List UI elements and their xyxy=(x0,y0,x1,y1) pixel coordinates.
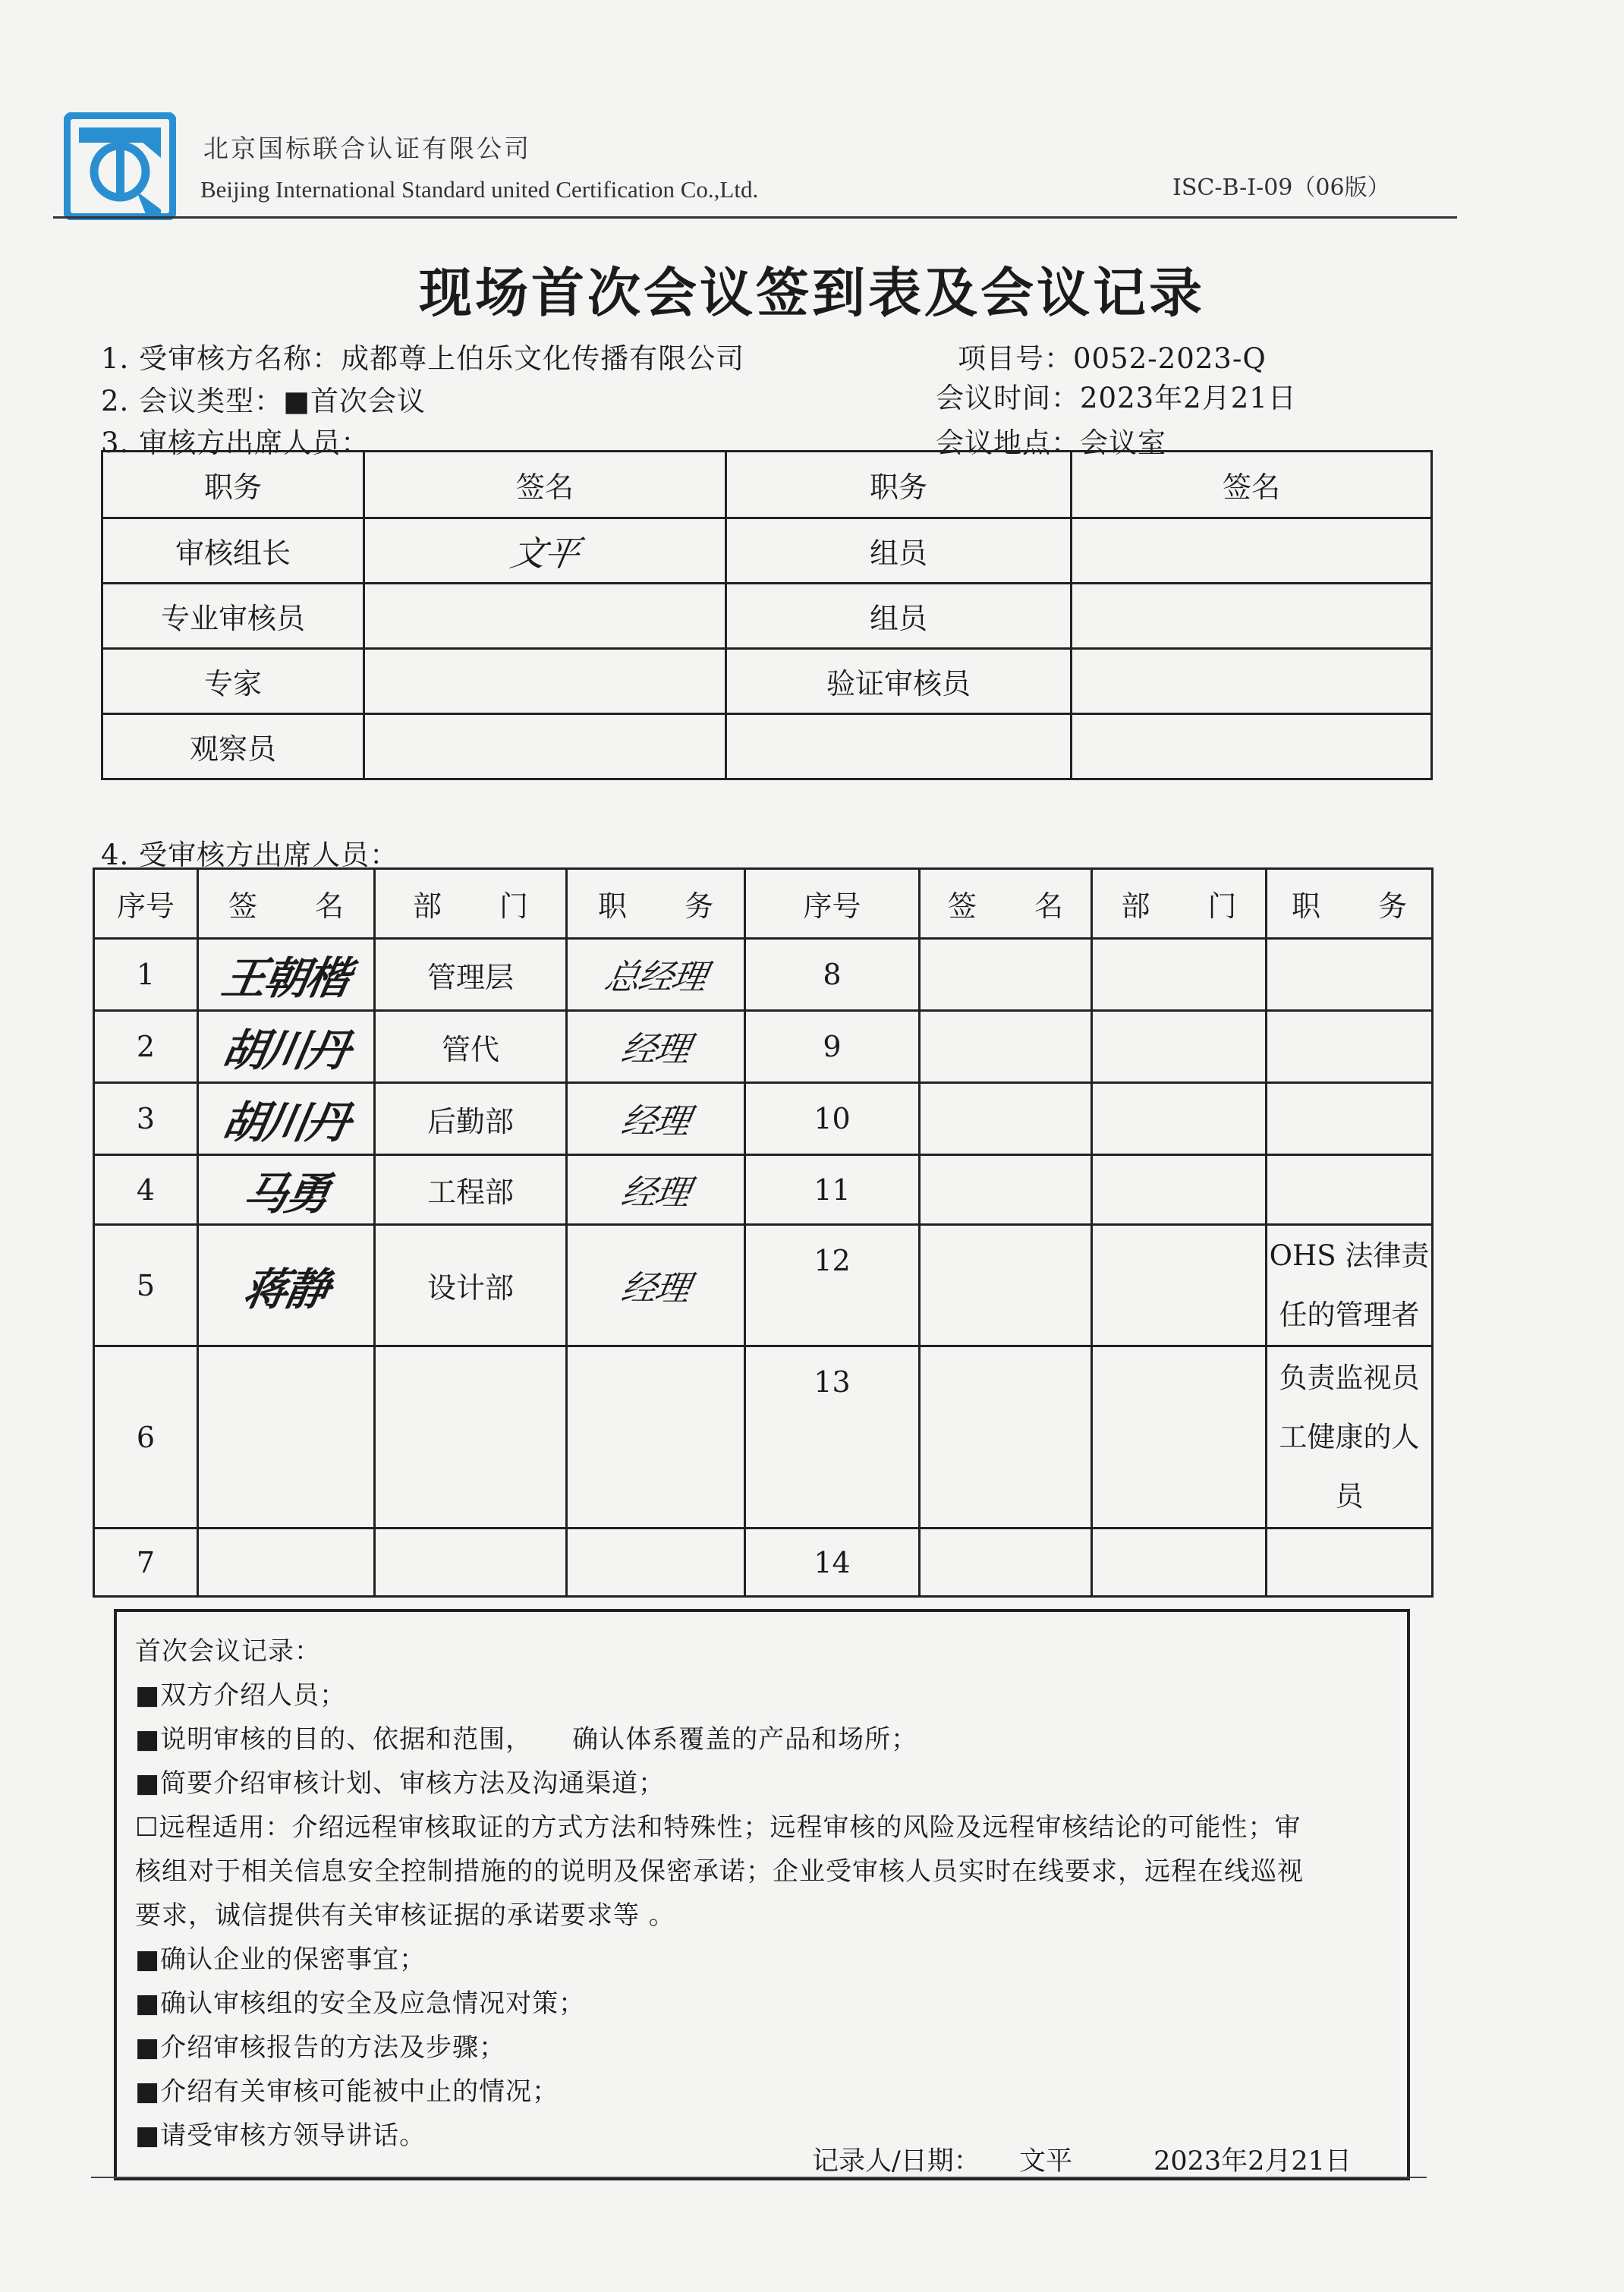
header-cell: 签名 xyxy=(364,452,726,518)
table-row xyxy=(102,584,1432,649)
role-cell xyxy=(726,714,1072,779)
project-value: 0052-2023-Q xyxy=(1073,342,1267,375)
signature-cell xyxy=(364,518,726,584)
duty-cell xyxy=(567,1225,745,1346)
signature-cell xyxy=(198,1529,375,1597)
table-row xyxy=(102,649,1432,714)
signature-cell xyxy=(364,649,726,714)
row-number: 5 xyxy=(94,1225,198,1346)
meeting-time-line xyxy=(936,375,1297,416)
notes-line: ■确认审核组的安全及应急情况对策； xyxy=(135,1988,586,2019)
handwritten-duty: 经理 xyxy=(618,1171,693,1213)
signature-cell xyxy=(364,714,726,779)
table-row xyxy=(94,1346,1433,1529)
row-number: 8 xyxy=(745,939,920,1011)
role-cell: 组员 xyxy=(726,584,1072,649)
notes-line: ■介绍有关审核可能被中止的情况； xyxy=(135,2076,559,2107)
signature-cell xyxy=(920,1011,1092,1083)
auditee-attendance-table xyxy=(93,867,1434,1598)
signature-cell xyxy=(920,1225,1092,1346)
notes-line: ■请受审核方领导讲话。 xyxy=(135,2120,426,2151)
role-cell: 专业审核员 xyxy=(102,584,364,649)
table-row xyxy=(94,1225,1433,1346)
notes-line: ■确认企业的保密事宜； xyxy=(135,1944,426,1975)
row-number: 1 xyxy=(94,939,198,1011)
row-number: 2 xyxy=(94,1011,198,1083)
handwritten-signature: 马勇 xyxy=(239,1167,332,1220)
header-divider xyxy=(53,216,1457,219)
role-cell: 组员 xyxy=(726,518,1072,584)
duty-cell xyxy=(567,1346,745,1529)
department-cell xyxy=(1092,1529,1267,1597)
table-row xyxy=(102,714,1432,779)
signature-cell xyxy=(920,1346,1092,1529)
meeting-place-label: 会议地点： xyxy=(936,427,1080,459)
duty-cell xyxy=(1267,1083,1433,1155)
recorder-line xyxy=(812,2140,1352,2178)
header-cell: 部 门 xyxy=(1092,869,1267,939)
auditor-attendance-table xyxy=(101,450,1433,780)
signature-cell xyxy=(198,1346,375,1529)
department-cell: 设计部 xyxy=(375,1225,567,1346)
recorder-label: 记录人/日期： xyxy=(812,2146,980,2177)
meeting-type-line xyxy=(101,378,426,419)
meeting-time-label: 会议时间： xyxy=(936,382,1080,414)
company-name-en: Beijing International Standard united Certification Co.,Ltd. xyxy=(200,176,759,203)
meeting-time-value: 2023年2月21日 xyxy=(1080,382,1297,414)
notes-line: ■双方介绍人员； xyxy=(135,1680,347,1711)
department-cell xyxy=(1092,1155,1267,1225)
header-cell: 职务 xyxy=(102,452,364,518)
table-row xyxy=(94,939,1433,1011)
signature-cell xyxy=(920,1083,1092,1155)
table-row xyxy=(102,518,1432,584)
auditee-table-header xyxy=(94,869,1433,939)
header-cell: 部 门 xyxy=(375,869,567,939)
project-label: 项目号： xyxy=(958,342,1073,375)
department-cell: 管代 xyxy=(375,1011,567,1083)
row-number: 7 xyxy=(94,1529,198,1597)
duty-cell xyxy=(567,1529,745,1597)
department-cell: 后勤部 xyxy=(375,1083,567,1155)
notes-title: 首次会议记录： xyxy=(135,1636,321,1667)
department-cell xyxy=(1092,1346,1267,1529)
auditee-attendees-label: 4. 受审核方出席人员： xyxy=(101,839,399,871)
auditee-label: 1. 受审核方名称： xyxy=(101,342,341,375)
handwritten-duty: 经理 xyxy=(618,1100,693,1141)
notes-line: ☐远程适用：介绍远程审核取证的方式方法和特殊性；远程审核的风险及远程审核结论的可能性；审 xyxy=(135,1812,1301,1843)
recorder-name: 文平 xyxy=(1018,2146,1072,2177)
notes-line: ■简要介绍审核计划、审核方法及沟通渠道； xyxy=(135,1768,666,1799)
meeting-place-value: 会议室 xyxy=(1080,427,1166,459)
signature-cell xyxy=(920,1529,1092,1597)
header-cell: 序号 xyxy=(745,869,920,939)
duty-cell xyxy=(567,939,745,1011)
footer-divider xyxy=(91,2177,1427,2178)
row-number: 9 xyxy=(745,1011,920,1083)
duty-cell: 负责监视员工健康的人员 xyxy=(1267,1346,1433,1529)
department-cell xyxy=(1092,1083,1267,1155)
signature-cell xyxy=(1072,714,1432,779)
duty-cell xyxy=(567,1155,745,1225)
signature-cell xyxy=(920,939,1092,1011)
header-cell: 职 务 xyxy=(1267,869,1433,939)
meeting-type-label: 2. 会议类型： xyxy=(101,385,284,417)
document-title: 现场首次会议签到表及会议记录 xyxy=(419,262,1205,324)
header-cell: 签 名 xyxy=(198,869,375,939)
role-cell: 观察员 xyxy=(102,714,364,779)
duty-cell xyxy=(567,1083,745,1155)
role-cell: 验证审核员 xyxy=(726,649,1072,714)
row-number: 11 xyxy=(745,1155,920,1225)
form-number: ISC-B-I-09（06版） xyxy=(1172,175,1390,201)
signature-cell xyxy=(1072,518,1432,584)
handwritten-duty: 总经理 xyxy=(601,956,710,997)
department-cell: 管理层 xyxy=(375,939,567,1011)
company-logo-icon xyxy=(64,112,176,220)
department-cell xyxy=(375,1529,567,1597)
row-number: 14 xyxy=(745,1529,920,1597)
company-name-cn: 北京国标联合认证有限公司 xyxy=(203,134,531,163)
table-row xyxy=(94,1083,1433,1155)
department-cell: 工程部 xyxy=(375,1155,567,1225)
notes-line: 要求，诚信提供有关审核证据的承诺要求等 。 xyxy=(135,1900,675,1931)
handwritten-signature: 王朝楷 xyxy=(218,952,353,1004)
signature-cell xyxy=(364,584,726,649)
auditor-attendees-label: 3. 审核方出席人员： xyxy=(101,427,370,459)
department-cell xyxy=(1092,1011,1267,1083)
signature-cell xyxy=(920,1155,1092,1225)
row-number: 12 xyxy=(745,1225,920,1346)
role-cell: 专家 xyxy=(102,649,364,714)
duty-cell xyxy=(1267,1155,1433,1225)
header-cell: 职务 xyxy=(726,452,1072,518)
role-cell: 审核组长 xyxy=(102,518,364,584)
handwritten-signature: 文平 xyxy=(507,532,582,574)
signature-cell xyxy=(1072,584,1432,649)
handwritten-signature: 胡川丹 xyxy=(218,1097,353,1148)
row-number: 3 xyxy=(94,1083,198,1155)
signature-cell xyxy=(198,1011,375,1083)
header-cell: 职 务 xyxy=(567,869,745,939)
department-cell xyxy=(1092,1225,1267,1346)
signature-cell xyxy=(198,939,375,1011)
row-number: 6 xyxy=(94,1346,198,1529)
notes-line: ■说明审核的目的、依据和范围， 确认体系覆盖的产品和场所； xyxy=(135,1724,918,1755)
notes-line: ■介绍审核报告的方法及步骤； xyxy=(135,2032,506,2063)
auditor-table-header xyxy=(102,452,1432,518)
recorder-date: 2023年2月21日 xyxy=(1153,2146,1352,2177)
handwritten-signature: 蒋静 xyxy=(239,1263,332,1315)
header-cell: 签名 xyxy=(1072,452,1432,518)
signature-cell xyxy=(198,1083,375,1155)
handwritten-signature: 胡川丹 xyxy=(218,1025,353,1076)
row-number: 13 xyxy=(745,1346,920,1529)
project-line xyxy=(958,335,1267,376)
table-row xyxy=(94,1155,1433,1225)
header-cell: 序号 xyxy=(94,869,198,939)
signature-cell xyxy=(1072,649,1432,714)
table-row xyxy=(94,1011,1433,1083)
meeting-notes-box xyxy=(114,1609,1410,2180)
handwritten-duty: 经理 xyxy=(618,1028,693,1069)
auditee-value: 成都尊上伯乐文化传播有限公司 xyxy=(341,342,745,375)
department-cell xyxy=(375,1346,567,1529)
duty-cell xyxy=(1267,1011,1433,1083)
signature-cell xyxy=(198,1225,375,1346)
row-number: 10 xyxy=(745,1083,920,1155)
signature-cell xyxy=(198,1155,375,1225)
handwritten-duty: 经理 xyxy=(618,1267,693,1308)
department-cell xyxy=(1092,939,1267,1011)
duty-cell xyxy=(1267,1529,1433,1597)
header-cell: 签 名 xyxy=(920,869,1092,939)
duty-cell xyxy=(567,1011,745,1083)
duty-cell: OHS 法律责任的管理者 xyxy=(1267,1225,1433,1346)
duty-cell xyxy=(1267,939,1433,1011)
row-number: 4 xyxy=(94,1155,198,1225)
table-row xyxy=(94,1529,1433,1597)
auditee-name-line xyxy=(101,335,744,376)
notes-line: 核组对于相关信息安全控制措施的的说明及保密承诺；企业受审核人员实时在线要求，远程在线巡视 xyxy=(135,1856,1304,1887)
meeting-type-value: ■首次会议 xyxy=(283,385,426,417)
